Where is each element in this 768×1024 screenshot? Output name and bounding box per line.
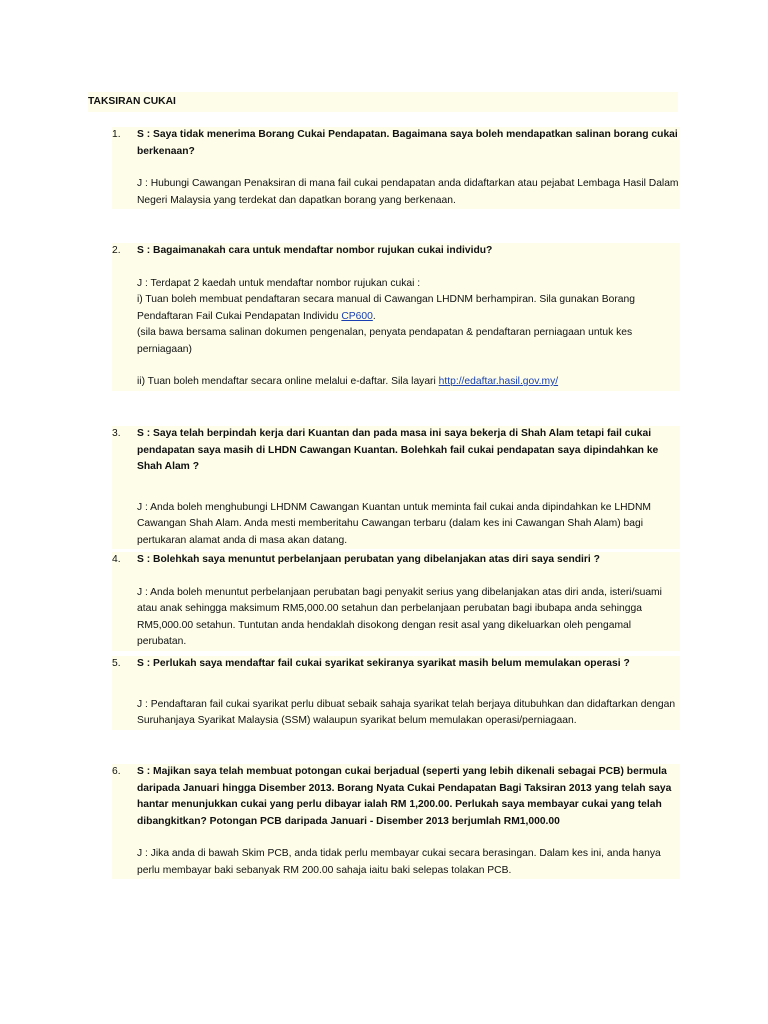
question-4	[112, 552, 680, 569]
faq-item-2	[112, 243, 680, 391]
cp600-link[interactable]: CP600	[341, 310, 373, 322]
item-number: 1.	[112, 129, 121, 140]
answer-option-ii: ii) Tuan boleh mendaftar secara online melalui e-daftar. Sila layari http://edaftar.hasil.gov.my/	[137, 376, 559, 387]
question-text: S : Majikan saya telah membuat potongan cukai berjadual (seperti yang lebih dikenali sebagai PCB) bermula daripada Januari hingga Disember 2013. Borang Nyata Cukai Pendapatan Bagi Taksiran 2013 yang telah saya hantar menunjukkan cukai yang perlu dibayar ialah RM 1,200.00. Perlukah saya membayar cukai yang telah dibangkitkan? Potongan PCB daripada Januari - Disember 2013 berjumlah RM1,000.00	[137, 766, 672, 827]
faq-item-4	[112, 552, 680, 651]
faq-item-6	[112, 764, 680, 879]
answer-5: J : Pendaftaran fail cukai syarikat perlu dibuat sebaik sahaja syarikat telah berjaya ditubuhkan dan didaftarkan dengan Suruhanjaya Syarikat Malaysia (SSM) walaupun syarikat belum memulakan operasi/perniagaan.	[137, 698, 676, 726]
question-text: S : Bolehkah saya menuntut perbelanjaan perubatan yang dibelanjakan atas diri saya sendiri ?	[137, 554, 600, 565]
item-number: 5.	[112, 658, 121, 669]
item-number: 6.	[112, 766, 121, 777]
answer-4: J : Anda boleh menuntut perbelanjaan perubatan bagi penyakit serius yang dibelanjakan atas diri anda, isteri/suami atau anak sehingga maksimum RM5,000.00 setahun dan perbelanjaan perubatan bagi ibubapa anda sehingga RM5,000.00 setahun. Tuntutan anda hendaklah disokong dengan resit asal yang dikeluarkan oleh pengamal perubatan.	[137, 586, 662, 647]
question-text: S : Perlukah saya mendaftar fail cukai syarikat sekiranya syarikat masih belum memulakan operasi ?	[137, 658, 630, 669]
question-2	[112, 243, 680, 260]
faq-item-5	[112, 656, 680, 730]
question-1	[112, 127, 680, 160]
item-number: 4.	[112, 554, 121, 565]
question-text: S : Saya tidak menerima Borang Cukai Pendapatan. Bagaimana saya boleh mendapatkan salinan borang cukai berkenaan?	[137, 129, 678, 157]
answer-6: J : Jika anda di bawah Skim PCB, anda tidak perlu membayar cukai secara berasingan. Dalam kes ini, anda hanya perlu membayar baki sebanyak RM 200.00 sahaja iaitu baki selepas tolakan PCB.	[137, 848, 661, 876]
answer-option-i: i) Tuan boleh membuat pendaftaran secara manual di Cawangan LHDNM berhampiran. Sila gunakan Borang Pendaftaran Fail Cukai Pendapatan Individu CP600.	[137, 294, 635, 322]
page-title: TAKSIRAN CUKAI	[88, 92, 678, 112]
question-6	[112, 764, 680, 830]
answer-3: J : Anda boleh menghubungi LHDNM Cawangan Kuantan untuk meminta fail cukai anda dipindahkan ke LHDNM Cawangan Shah Alam. Anda mesti memberitahu Cawangan terbaru (dalam kes ini Cawangan Shah Alam) bagi pertukaran alamat anda di masa akan datang.	[137, 501, 652, 546]
answer-1: J : Hubungi Cawangan Penaksiran di mana fail cukai pendapatan anda didaftarkan atau pejabat Lembaga Hasil Dalam Negeri Malaysia yang terdekat dan dapatkan borang yang berkenaan.	[137, 178, 679, 206]
question-text: S : Bagaimanakah cara untuk mendaftar nombor rujukan cukai individu?	[137, 245, 493, 256]
faq-item-3	[112, 426, 680, 549]
answer-note: (sila bawa bersama salinan dokumen pengenalan, penyata pendapatan & pendaftaran perniagaan untuk kes perniagaan)	[137, 327, 633, 355]
edaftar-link[interactable]: http://edaftar.hasil.gov.my/	[438, 376, 559, 387]
question-5	[112, 656, 680, 673]
item-number: 2.	[112, 245, 121, 256]
faq-item-1	[112, 127, 680, 209]
question-3	[112, 426, 680, 476]
question-text: S : Saya telah berpindah kerja dari Kuantan dan pada masa ini saya bekerja di Shah Alam tetapi fail cukai pendapatan saya masih di LHDN Cawangan Kuantan. Bolehkah fail cukai pendapatan saya dipindahkan ke Shah Alam ?	[137, 428, 659, 472]
item-number: 3.	[112, 428, 121, 439]
answer-2	[112, 276, 680, 391]
answer-intro: J : Terdapat 2 kaedah untuk mendaftar nombor rujukan cukai :	[137, 277, 421, 289]
